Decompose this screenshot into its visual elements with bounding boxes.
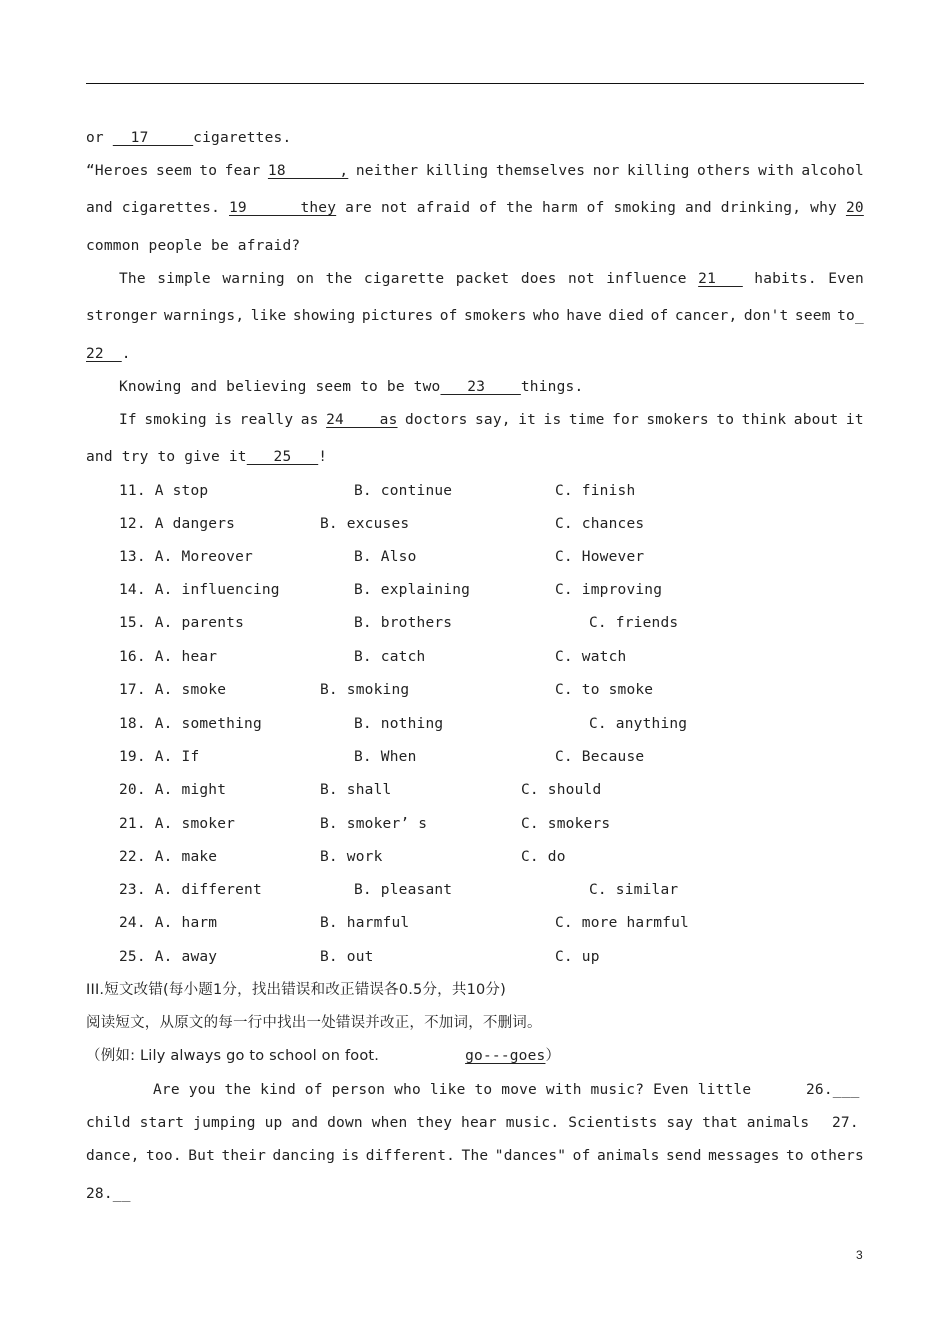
word: 21	[698, 271, 743, 287]
word: with	[758, 163, 794, 179]
passage-line-6	[86, 306, 864, 326]
option-c: C. friends	[589, 615, 679, 631]
word: The	[119, 271, 146, 287]
passage-line-8: Knowing and believing seem to be two 23 things.	[119, 379, 584, 395]
word: influence	[606, 271, 687, 287]
word: think	[741, 412, 787, 428]
word: is	[543, 412, 562, 428]
word: pictures	[361, 308, 434, 324]
blank-25: 25	[246, 449, 319, 465]
word: 18 ,	[267, 163, 349, 179]
word: seem	[156, 163, 192, 179]
word: smoking	[613, 200, 677, 216]
answer-slot-27: 27.	[832, 1115, 859, 1131]
word: of	[479, 200, 498, 216]
word: Even	[828, 271, 864, 287]
passage-line-2	[86, 161, 864, 181]
option-a: 17. A. smoke	[119, 682, 227, 698]
passage-line-1: or 17 cigarettes.	[86, 130, 292, 146]
word: warning	[222, 271, 285, 287]
option-c: C. watch	[555, 649, 627, 665]
word: on	[296, 271, 315, 287]
word: to	[786, 1148, 804, 1164]
word: is	[214, 412, 233, 428]
correction-line-3	[86, 1146, 864, 1166]
option-c: C. anything	[589, 716, 688, 732]
option-a: 22. A. make	[119, 849, 218, 865]
option-a: 18. A. something	[119, 716, 262, 732]
passage-line-7: 22 .	[86, 346, 131, 362]
word: have	[566, 308, 602, 324]
word: not	[380, 200, 408, 216]
option-a: 12. A dangers	[119, 516, 236, 532]
option-a: 15. A. parents	[119, 615, 245, 631]
word: don't	[743, 308, 789, 324]
option-b: B. catch	[354, 649, 426, 665]
option-b: B. work	[320, 849, 383, 865]
word: warnings,	[163, 308, 245, 324]
option-c: C. up	[555, 949, 600, 965]
option-a: 24. A. harm	[119, 915, 218, 931]
word: doctors	[405, 412, 468, 428]
option-c: C. finish	[555, 483, 636, 499]
answer-slot-28: 28.__	[86, 1186, 131, 1202]
option-a: 11. A stop	[119, 483, 209, 499]
word: cigarette	[363, 271, 445, 287]
word: send	[665, 1148, 702, 1164]
word: others	[697, 163, 751, 179]
word: neither	[355, 163, 419, 179]
option-a: 25. A. away	[119, 949, 218, 965]
passage-line-3	[86, 198, 864, 218]
option-c: C. should	[521, 782, 602, 798]
word: died	[608, 308, 645, 324]
word: smoking	[144, 412, 207, 428]
option-c: C. improving	[555, 582, 663, 598]
word: as	[300, 412, 319, 428]
option-a: 23. A. different	[119, 882, 262, 898]
word: animals	[596, 1148, 660, 1164]
option-a: 14. A. influencing	[119, 582, 280, 598]
passage-line-5	[119, 269, 864, 289]
option-b: B. harmful	[320, 915, 410, 931]
word: harm	[541, 200, 578, 216]
word: their	[221, 1148, 267, 1164]
word: does	[520, 271, 557, 287]
page-number: 3	[856, 1248, 863, 1262]
word: to	[199, 163, 218, 179]
option-a: 20. A. might	[119, 782, 227, 798]
word: it	[518, 412, 537, 428]
word: and	[685, 200, 712, 216]
word: “Heroes	[86, 163, 149, 179]
word: time	[568, 412, 605, 428]
word: of	[439, 308, 458, 324]
word: habits.	[754, 271, 817, 287]
word: to_	[837, 308, 864, 324]
example-correction: go---goes	[465, 1048, 546, 1064]
word: for	[612, 412, 639, 428]
word: killing	[627, 163, 690, 179]
word: not	[568, 271, 595, 287]
word: The	[461, 1148, 489, 1164]
option-b: B. shall	[320, 782, 392, 798]
word: is	[341, 1148, 360, 1164]
word: seem	[794, 308, 831, 324]
option-b: B. excuses	[320, 516, 410, 532]
word: cigarettes.	[121, 200, 221, 216]
word: the	[506, 200, 533, 216]
word: nor	[592, 163, 620, 179]
word: If	[119, 412, 137, 428]
word: afraid	[416, 200, 471, 216]
word: cancer,	[674, 308, 738, 324]
word: why	[810, 200, 837, 216]
word: others	[810, 1148, 864, 1164]
passage-line-10: and try to give it 25 !	[86, 449, 328, 465]
option-c: C. similar	[589, 882, 679, 898]
option-a: 13. A. Moreover	[119, 549, 253, 565]
example-line: （例如: Lily always go to school on foot. go---goes）	[86, 1048, 561, 1064]
section-instruction: 阅读短文，从原文的每一行中找出一处错误并改正，不加词，不删词。	[86, 1015, 542, 1031]
word: stronger	[86, 308, 158, 324]
word: say,	[474, 412, 511, 428]
option-c: C. do	[521, 849, 566, 865]
option-c: C. However	[555, 549, 645, 565]
word: dancing	[272, 1148, 336, 1164]
option-c: C. more harmful	[555, 915, 689, 931]
blank-23: 23	[440, 379, 521, 395]
option-b: B. Also	[354, 549, 417, 565]
word: showing	[292, 308, 356, 324]
option-c: C. to smoke	[555, 682, 654, 698]
word: too.	[146, 1148, 182, 1164]
word: of	[586, 200, 605, 216]
blank-22: 22	[86, 346, 122, 362]
option-b: B. continue	[354, 483, 453, 499]
option-b: B. smoking	[320, 682, 410, 698]
option-b: B. explaining	[354, 582, 471, 598]
word: fear	[224, 163, 261, 179]
option-b: B. out	[320, 949, 374, 965]
word: and	[86, 200, 113, 216]
word: But	[188, 1148, 215, 1164]
word: packet	[455, 271, 510, 287]
passage-line-9	[119, 410, 864, 430]
word: 24 as	[326, 412, 398, 428]
word: themselves	[495, 163, 586, 179]
option-b: B. pleasant	[354, 882, 453, 898]
word: 19 they	[229, 200, 337, 216]
option-c: C. smokers	[521, 816, 611, 832]
blank-17: 17	[112, 130, 194, 146]
correction-line-1: Are you the kind of person who like to move with music? Even little	[153, 1082, 752, 1098]
word: who	[532, 308, 560, 324]
option-a: 19. A. If	[119, 749, 200, 765]
word: to	[716, 412, 735, 428]
word: drinking,	[720, 200, 802, 216]
passage-line-4: common people be afraid?	[86, 238, 301, 254]
option-b: B. smoker’ s	[320, 816, 428, 832]
header-rule	[86, 83, 864, 84]
word: alcohol	[801, 163, 864, 179]
word: about	[793, 412, 839, 428]
option-b: B. nothing	[354, 716, 444, 732]
word: of	[572, 1148, 591, 1164]
word: "dances"	[494, 1148, 567, 1164]
option-a: 21. A. smoker	[119, 816, 236, 832]
option-b: B. brothers	[354, 615, 453, 631]
word: like	[250, 308, 287, 324]
word: of	[650, 308, 669, 324]
option-c: C. Because	[555, 749, 645, 765]
correction-line-2: child start jumping up and down when they hear music. Scientists say that animals	[86, 1115, 810, 1131]
word: the	[325, 271, 353, 287]
word: different.	[365, 1148, 456, 1164]
word: smokers	[464, 308, 527, 324]
word: simple	[157, 271, 211, 287]
answer-slot-26: 26.___	[806, 1082, 860, 1098]
word: it	[845, 412, 864, 428]
word: really	[239, 412, 294, 428]
word: smokers	[646, 412, 709, 428]
option-b: B. When	[354, 749, 417, 765]
option-a: 16. A. hear	[119, 649, 218, 665]
section-heading: III.短文改错(每小题1分，找出错误和改正错误各0.5分，共10分)	[86, 982, 506, 998]
word: 20	[845, 200, 864, 216]
word: killing	[425, 163, 489, 179]
word: are	[345, 200, 372, 216]
word: messages	[708, 1148, 780, 1164]
option-c: C. chances	[555, 516, 645, 532]
word: dance,	[86, 1148, 140, 1164]
